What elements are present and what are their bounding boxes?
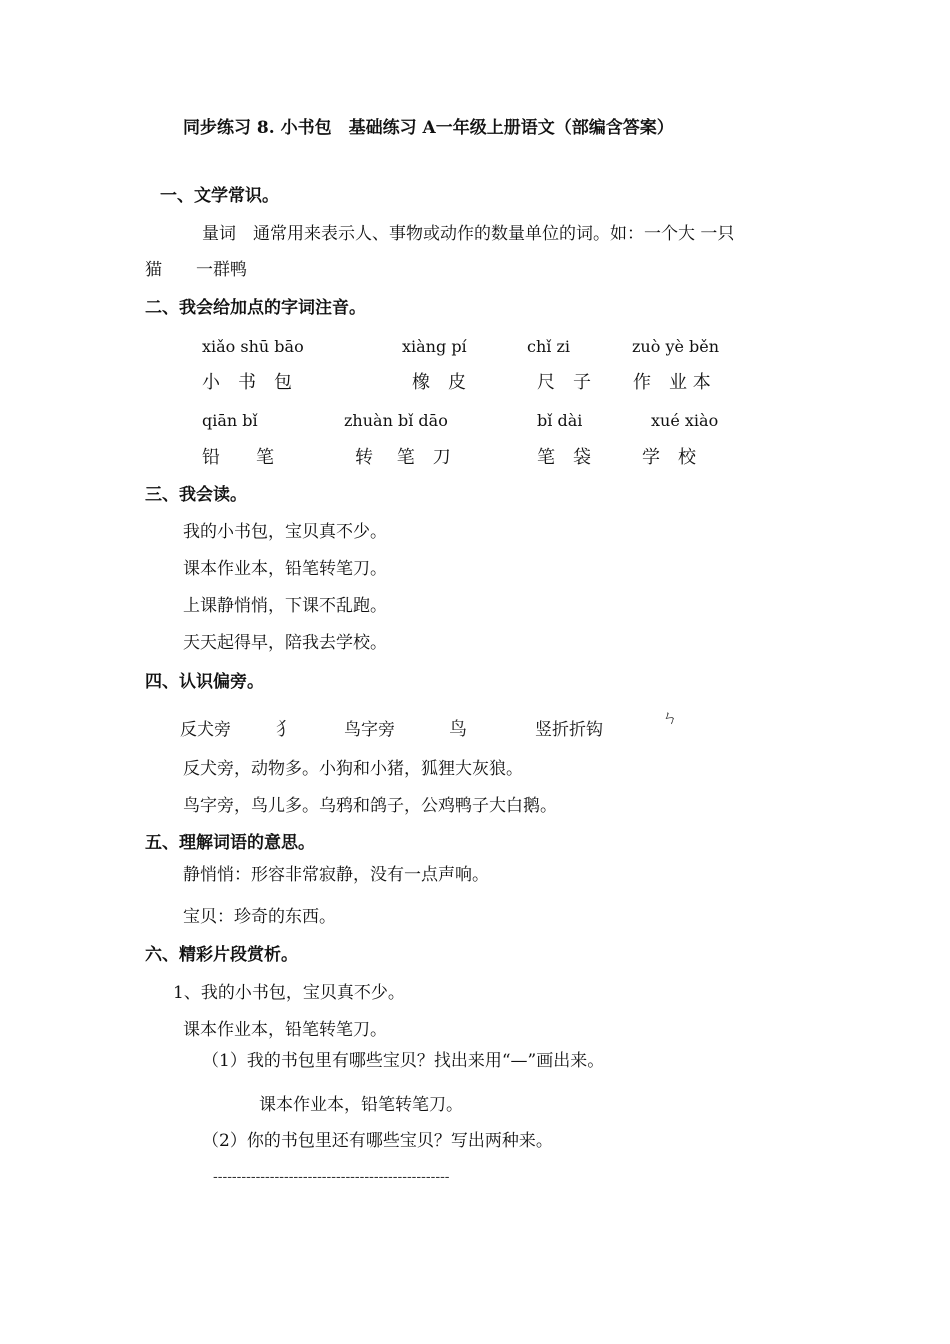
pinyin-item: xiàng pí xyxy=(402,337,467,356)
hanzi-item: 铅 笔 xyxy=(202,447,274,468)
hanzi-item: 转 笔 刀 xyxy=(355,447,451,468)
reading-line-4: 天天起得早，陪我去学校。 xyxy=(183,633,387,653)
question-1: （1）我的书包里有哪些宝贝？找出来用“—”画出来。 xyxy=(202,1051,605,1071)
section-5-heading: 五、理解词语的意思。 xyxy=(145,833,315,853)
pinyin-item: zhuàn bǐ dāo xyxy=(344,411,448,430)
answer-1: 课本作业本，铅笔转笔刀。 xyxy=(259,1095,463,1115)
pinyin-item: zuò yè běn xyxy=(632,337,720,356)
hanzi-item: 作 业 本 xyxy=(633,372,711,393)
reading-line-3: 上课静悄悄，下课不乱跑。 xyxy=(183,596,387,616)
stroke-name: 竖折折钩 xyxy=(535,720,603,740)
section-6-heading: 六、精彩片段赏析。 xyxy=(145,945,298,965)
meaning-line-2: 宝贝：珍奇的东西。 xyxy=(183,907,336,927)
reading-line-2: 课本作业本，铅笔转笔刀。 xyxy=(183,559,387,579)
hanzi-item: 小 书 包 xyxy=(202,372,292,393)
pinyin-item: qiān bǐ xyxy=(202,411,258,430)
hanzi-item: 笔 袋 xyxy=(537,447,591,468)
section-4-heading: 四、认识偏旁。 xyxy=(145,672,264,692)
reading-line-1: 我的小书包，宝贝真不少。 xyxy=(183,522,387,542)
passage-line-2: 课本作业本，铅笔转笔刀。 xyxy=(183,1020,387,1040)
passage-line-1: 1、我的小书包，宝贝真不少。 xyxy=(173,983,405,1003)
pinyin-item: xiǎo shū bāo xyxy=(202,337,304,356)
answer-blank-line[interactable]: -------------------------------------------------- xyxy=(213,1169,450,1185)
section-1-line-1: 量词 通常用来表示人、事物或动作的数量单位的词。如：一个大 一只 xyxy=(202,224,735,244)
pinyin-item: chǐ zi xyxy=(527,337,571,356)
radical-glyph: 鸟 xyxy=(449,719,467,740)
hanzi-item: 橡 皮 xyxy=(412,372,466,393)
section-1-heading: 一、文学常识。 xyxy=(160,186,279,206)
radical-glyph: 犭 xyxy=(276,719,294,740)
question-2: （2）你的书包里还有哪些宝贝？写出两种来。 xyxy=(202,1131,553,1151)
section-3-heading: 三、我会读。 xyxy=(145,485,247,505)
meaning-line-1: 静悄悄：形容非常寂静，没有一点声响。 xyxy=(183,865,489,885)
page-title: 同步练习 8. 小书包 基础练习 A一年级上册语文（部编含答案） xyxy=(183,118,674,138)
hanzi-item: 学 校 xyxy=(642,447,696,468)
radical-name: 反犬旁 xyxy=(180,720,231,740)
stroke-glyph: ㄣ xyxy=(662,708,679,727)
radical-line-2: 鸟字旁，鸟儿多。乌鸦和鸽子，公鸡鸭子大白鹅。 xyxy=(183,796,557,816)
pinyin-item: xué xiào xyxy=(651,411,719,430)
section-1-line-2: 猫 一群鸭 xyxy=(145,260,247,280)
section-2-heading: 二、我会给加点的字词注音。 xyxy=(145,298,366,318)
radical-name: 鸟字旁 xyxy=(344,720,395,740)
radical-line-1: 反犬旁，动物多。小狗和小猪，狐狸大灰狼。 xyxy=(183,759,523,779)
pinyin-item: bǐ dài xyxy=(537,411,583,430)
hanzi-item: 尺 子 xyxy=(537,372,591,393)
